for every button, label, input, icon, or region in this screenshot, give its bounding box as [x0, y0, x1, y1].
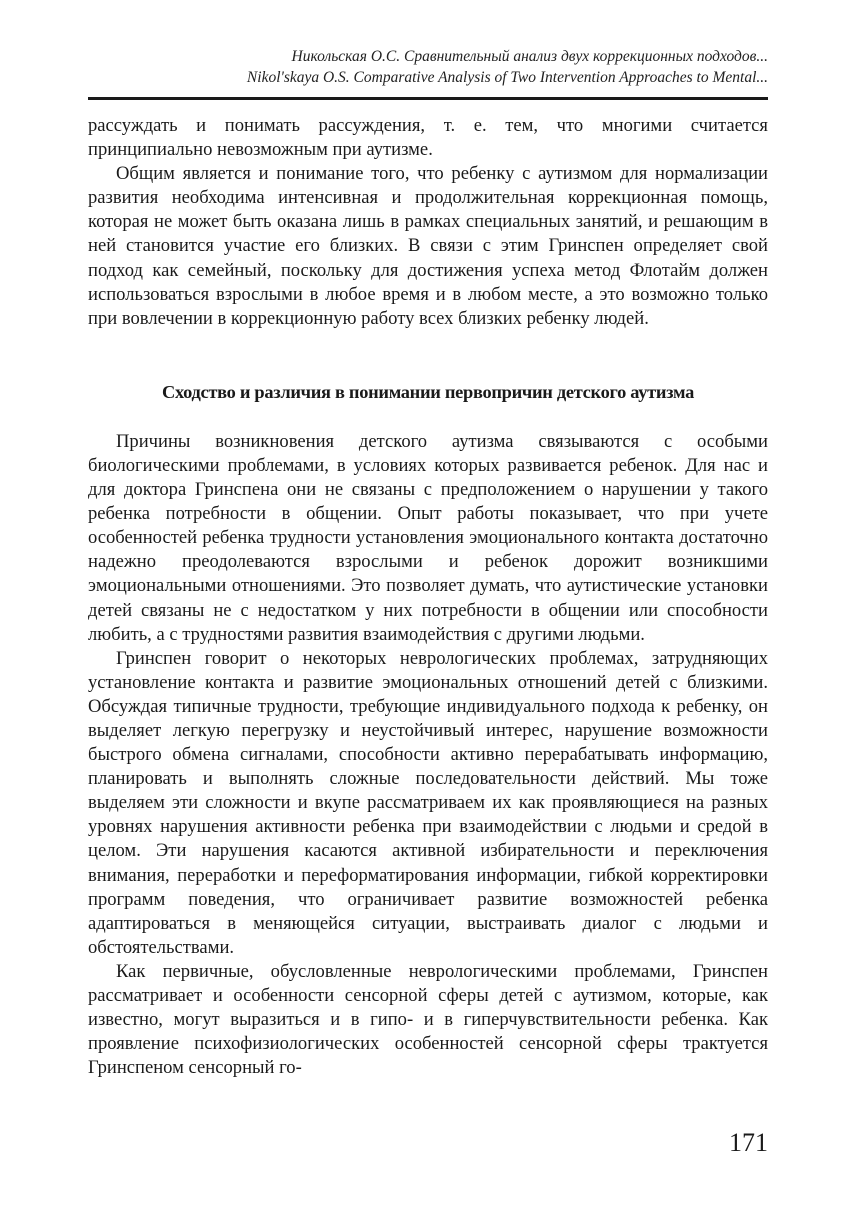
running-header-russian: Никольская О.С. Сравнительный анализ двух коррекционных подходов... — [291, 48, 768, 65]
running-header — [88, 46, 768, 88]
paragraph-1: рассуждать и понимать рассуждения, т. е. тем, что многими считается принципиально невозможным при аутизме. — [88, 115, 768, 161]
paragraph-2: Общим является и понимание того, что ребенку с аутизмом для нормализации развития необходима интенсивная и продолжительная коррекционная помощь, которая не может быть оказана лишь в рамках специальных занятий, и решающим в ней становится участие его близких. В связи с этим Гринспен определяет свой подход как семейный, поскольку для достижения успеха метод Флотайм должен использоваться взрослыми в любое время и в любом месте, а это возможно только при вовлечении в коррекционную работу всех близких ребенку людей. — [88, 163, 768, 329]
spacer — [88, 404, 768, 430]
body-text — [88, 114, 768, 1080]
section-heading: Сходство и различия в понимании первопричин детского аутизма — [162, 381, 694, 402]
paragraph-5: Как первичные, обусловленные неврологическими проблемами, Гринспен рассматривает и особенности сенсорной сферы детей с аутизмом, которые, как известно, могут выразиться и в гипо- и в гиперчувствительности ребенка. Как проявление психофизиологических особенностей сенсорной сферы трактуется Гринспеном сенсорный го- — [88, 960, 768, 1079]
running-header-english: Nikol'skaya O.S. Comparative Analysis of Two Intervention Approaches to Mental... — [246, 69, 768, 86]
paragraph-4: Гринспен говорит о некоторых неврологических проблемах, затрудняющих установление контакта и развитие эмоциональных отношений детей с близкими. Обсуждая типичные трудности, требующие индивидуального подхода к ребенку, он выделяет легкую перегрузку и неустойчивый интерес, нарушение возможности быстрого обмена сигналами, способности активно перерабатывать информацию, планировать и выполнять сложные последовательности действий. Мы тоже выделяем эти сложности и вкупе рассматриваем их как проявляющиеся на разных уровнях нарушения активности ребенка при взаимодействии с людьми и средой в целом. Эти нарушения касаются активной избирательности и переключения внимания, переработки и переформатирования информации, гибкой корректировки программ поведения, что ограничивает развитие возможностей ребенка адаптироваться в меняющейся ситуации, выстраивать диалог с людьми и обстоятельствами. — [88, 647, 768, 958]
header-rule — [88, 97, 768, 100]
paragraph-3: Причины возникновения детского аутизма связываются с особыми биологическими проблемами, в условиях которых развивается ребенок. Для нас и для доктора Гринспена они не связаны с предположением о нарушении у такого ребенка потребности в общении. Опыт работы показывает, что при учете особенностей ребенка трудности установления эмоционального контакта достаточно надежно преодолеваются взрослыми и ребенок дорожит возникшими эмоциональными отношениями. Это позволяет думать, что аутистические установки детей связаны не с недостатком у них потребности в общении или способности любить, а с трудностями развития взаимодействия с другими людьми. — [88, 430, 768, 645]
spacer — [88, 331, 768, 380]
page-number: 171 — [729, 1128, 768, 1157]
